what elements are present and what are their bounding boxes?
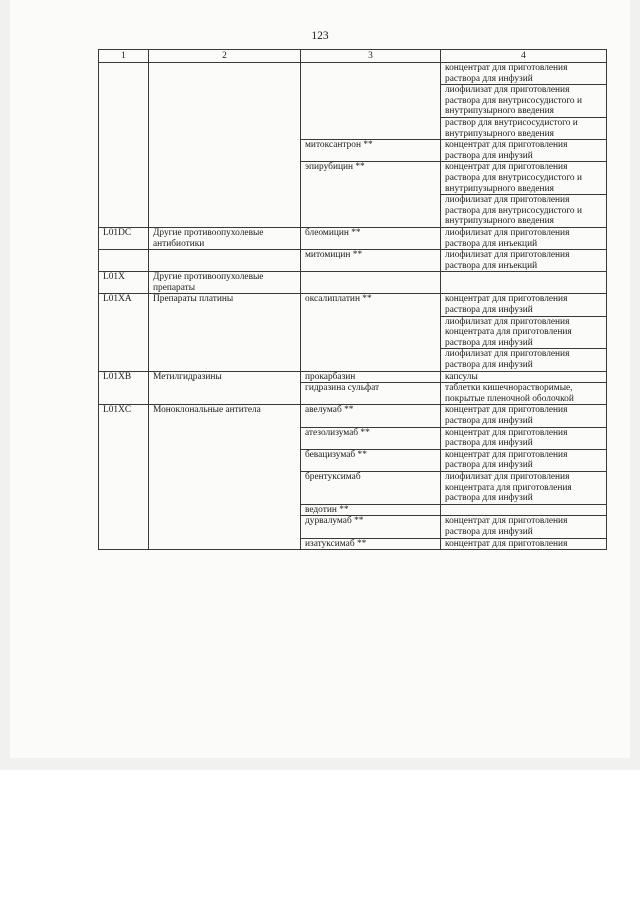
dosage-form: раствор для внутрисосудистого и внутрипузырного введения [441, 117, 606, 139]
dosage-form: концентрат для приготовления раствора для инфузий [445, 63, 568, 84]
drug-name-cell: гидразина сульфат [301, 383, 441, 405]
dosage-forms-cell [441, 383, 607, 405]
drug-name-cell: прокарбазин [301, 371, 441, 383]
drug-name-cell: ведотин ** [301, 504, 441, 516]
drug-name-cell: бевацизумаб ** [301, 449, 441, 471]
column-header: 3 [301, 50, 441, 63]
page-number: 123 [311, 30, 329, 42]
dosage-forms-cell [441, 250, 607, 272]
dosage-form: концентрат для приготовления [445, 538, 568, 549]
dosage-form: концентрат для приготовления раствора для инфузий [445, 449, 568, 471]
drug-name-cell: эпирубицин ** [301, 162, 441, 228]
dosage-forms-cell [441, 272, 607, 294]
column-header: 4 [441, 50, 607, 63]
drug-name-cell [301, 63, 441, 140]
group-name-cell [149, 63, 301, 228]
dosage-form: капсулы [445, 371, 478, 382]
atc-code-cell: L01X [99, 272, 149, 294]
table-row [99, 405, 607, 427]
drug-name-cell: дурвалумаб ** [301, 516, 441, 538]
dosage-forms-cell [441, 504, 607, 516]
dosage-form: лиофилизат для приготовления концентрата для приготовления раствора для инфузий [445, 471, 572, 504]
drug-table [98, 49, 607, 550]
atc-code-cell [99, 63, 149, 228]
table-row [99, 272, 607, 294]
dosage-form: концентрат для приготовления раствора для инфузий [445, 294, 568, 316]
atc-code-cell: L01XB [99, 371, 149, 405]
dosage-forms-cell [441, 371, 607, 383]
header-row [99, 50, 607, 63]
dosage-forms-cell [441, 294, 607, 371]
table-row [99, 227, 607, 249]
dosage-form: лиофилизат для приготовления раствора для внутрисосудистого и внутрипузырного введения [441, 84, 606, 117]
dosage-forms-cell [441, 162, 607, 228]
drug-name-cell: блеомицин ** [301, 227, 441, 249]
drug-name-cell: изатуксимаб ** [301, 538, 441, 550]
dosage-forms-cell [441, 516, 607, 538]
dosage-form: концентрат для приготовления раствора для инфузий [445, 427, 568, 449]
group-name-cell: Метилгидразины [149, 371, 301, 405]
group-name-cell [149, 250, 301, 272]
atc-code-cell: L01DC [99, 227, 149, 249]
dosage-form [441, 272, 606, 282]
column-header: 2 [149, 50, 301, 63]
dosage-form: концентрат для приготовления раствора для внутрисосудистого и внутрипузырного введения [445, 162, 582, 194]
atc-code-cell: L01XA [99, 294, 149, 371]
table-row [99, 63, 607, 140]
dosage-form: лиофилизат для приготовления раствора для внутрисосудистого и внутрипузырного введения [441, 194, 606, 227]
drug-name-cell [301, 272, 441, 294]
dosage-form: лиофилизат для приготовления раствора для инъекций [445, 227, 570, 249]
dosage-form: концентрат для приготовления раствора для инфузий [445, 405, 568, 426]
dosage-forms-cell [441, 538, 607, 550]
drug-name-cell: авелумаб ** [301, 405, 441, 427]
drug-name-cell: оксалиплатин ** [301, 294, 441, 371]
dosage-forms-cell [441, 227, 607, 249]
dosage-forms-cell [441, 471, 607, 504]
dosage-form: таблетки кишечнорастворимые, покрытые пленочной оболочкой [445, 383, 574, 404]
dosage-form: лиофилизат для приготовления концентрата для приготовления раствора для инфузий [441, 316, 606, 349]
dosage-forms-cell [441, 449, 607, 471]
drug-name-cell: брентуксимаб [301, 471, 441, 504]
group-name-cell: Другие противоопухолевые препараты [149, 272, 301, 294]
drug-name-cell: митомицин ** [301, 250, 441, 272]
dosage-forms-cell [441, 427, 607, 449]
column-header: 1 [99, 50, 149, 63]
drug-name-cell: митоксантрон ** [301, 140, 441, 162]
dosage-form: концентрат для приготовления раствора для инфузий [445, 140, 568, 161]
table-row [99, 294, 607, 371]
atc-code-cell [99, 250, 149, 272]
table-row [99, 371, 607, 383]
drug-name-cell: атезолизумаб ** [301, 427, 441, 449]
dosage-forms-cell [441, 140, 607, 162]
group-name-cell: Другие противоопухолевые антибиотики [149, 227, 301, 249]
dosage-form: лиофилизат для приготовления раствора для инфузий [441, 348, 606, 370]
dosage-forms-cell [441, 63, 607, 140]
dosage-form: концентрат для приготовления раствора для инфузий [445, 516, 568, 537]
group-name-cell: Препараты платины [149, 294, 301, 371]
atc-code-cell: L01XC [99, 405, 149, 550]
table-row [99, 250, 607, 272]
dosage-form: лиофилизат для приготовления раствора для инъекций [445, 250, 570, 271]
group-name-cell: Моноклональные антитела [149, 405, 301, 550]
dosage-forms-cell [441, 405, 607, 427]
